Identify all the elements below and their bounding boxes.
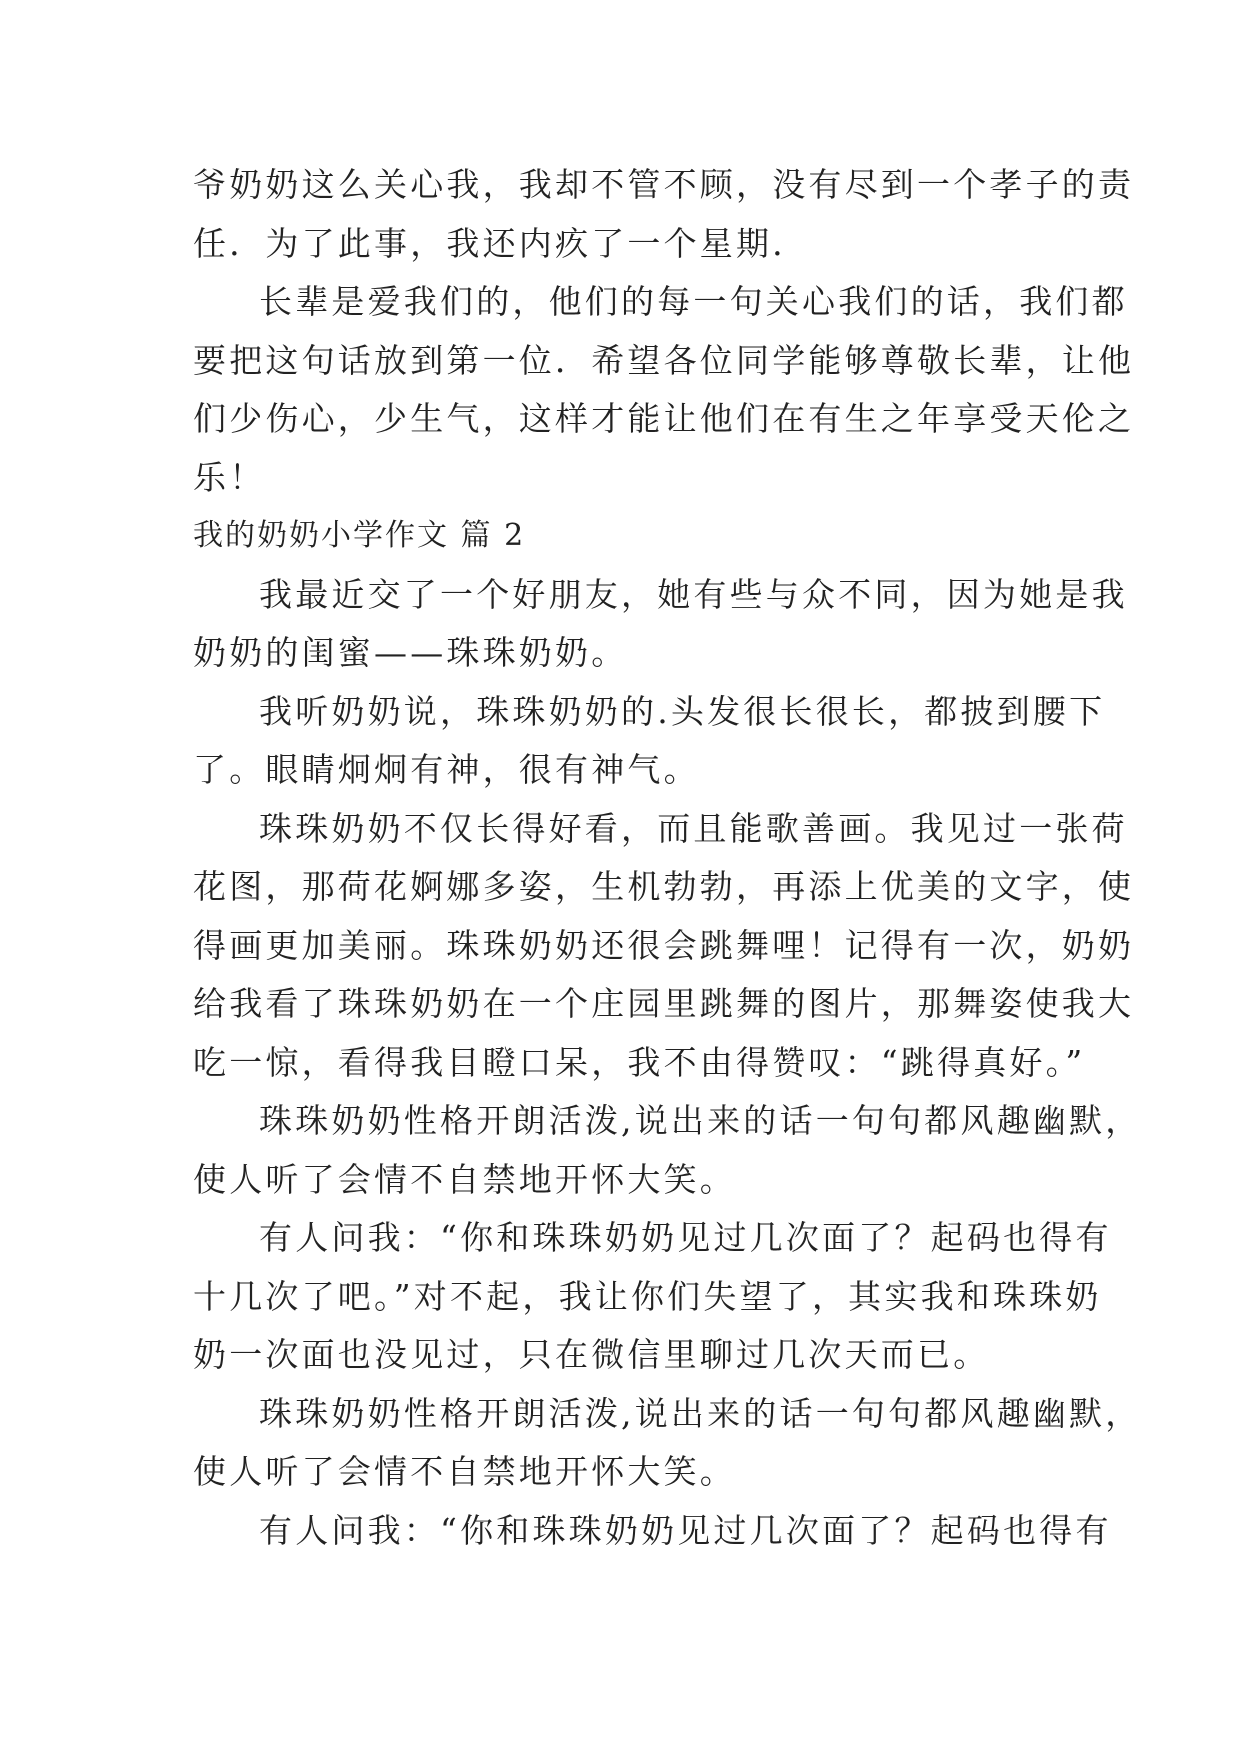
section-heading: 我的奶奶小学作文 篇 2: [193, 518, 526, 553]
paragraph-start: 珠珠奶奶不仅长得好看，而且能歌善画。我见过一张荷: [259, 808, 1128, 848]
text-line: 花图，那荷花婀娜多姿，生机勃勃，再添上优美的文字，使: [193, 867, 1135, 906]
text-line: 乐！: [193, 457, 266, 497]
paragraph-start: 长辈是爱我们的，他们的每一句关心我们的话，我们都: [259, 282, 1128, 321]
text-line: 十几次了吧。”对不起，我让你们失望了，其实我和珠珠奶: [193, 1276, 1102, 1316]
text-line: 得画更加美丽。珠珠奶奶还很会跳舞哩！记得有一次，奶奶: [193, 925, 1135, 965]
paragraph-start: 我听奶奶说，珠珠奶奶的.头发很长很长，都披到腰下: [259, 691, 1106, 731]
text-line: 奶奶的闺蜜——珠珠奶奶。: [193, 633, 628, 672]
paragraph-start: 有人问我：“你和珠珠奶奶见过几次面了？起码也得有: [259, 1218, 1112, 1257]
text-line: 奶一次面也没见过，只在微信里聊过几次天而已。: [193, 1335, 990, 1374]
text-line: 们少伤心，少生气，这样才能让他们在有生之年享受天伦之: [193, 399, 1135, 438]
text-line: 爷奶奶这么关心我，我却不管不顾，没有尽到一个孝子的责: [193, 165, 1135, 204]
text-line: 吃一惊，看得我目瞪口呆，我不由得赞叹：“跳得真好。”: [193, 1042, 1086, 1082]
text-line: 了。眼睛炯炯有神，很有神气。: [193, 750, 700, 789]
text-line: 使人听了会情不自禁地开怀大笑。: [193, 1452, 736, 1491]
document-page: [193, 156, 1142, 1560]
text-line: 任．为了此事，我还内疚了一个星期．: [193, 223, 809, 263]
text-line: 给我看了珠珠奶奶在一个庄园里跳舞的图片，那舞姿使我大: [193, 984, 1135, 1023]
paragraph-start: 珠珠奶奶性格开朗活泼,说出来的话一句句都风趣幽默，: [259, 1393, 1142, 1433]
paragraph-start: 我最近交了一个好朋友，她有些与众不同，因为她是我: [259, 574, 1128, 614]
text-line: 使人听了会情不自禁地开怀大笑。: [193, 1159, 736, 1199]
text-line: 要把这句话放到第一位．希望各位同学能够尊敬长辈，让他: [193, 340, 1135, 380]
paragraph-start: 有人问我：“你和珠珠奶奶见过几次面了？起码也得有: [259, 1510, 1112, 1550]
paragraph-start: 珠珠奶奶性格开朗活泼,说出来的话一句句都风趣幽默，: [259, 1101, 1142, 1140]
